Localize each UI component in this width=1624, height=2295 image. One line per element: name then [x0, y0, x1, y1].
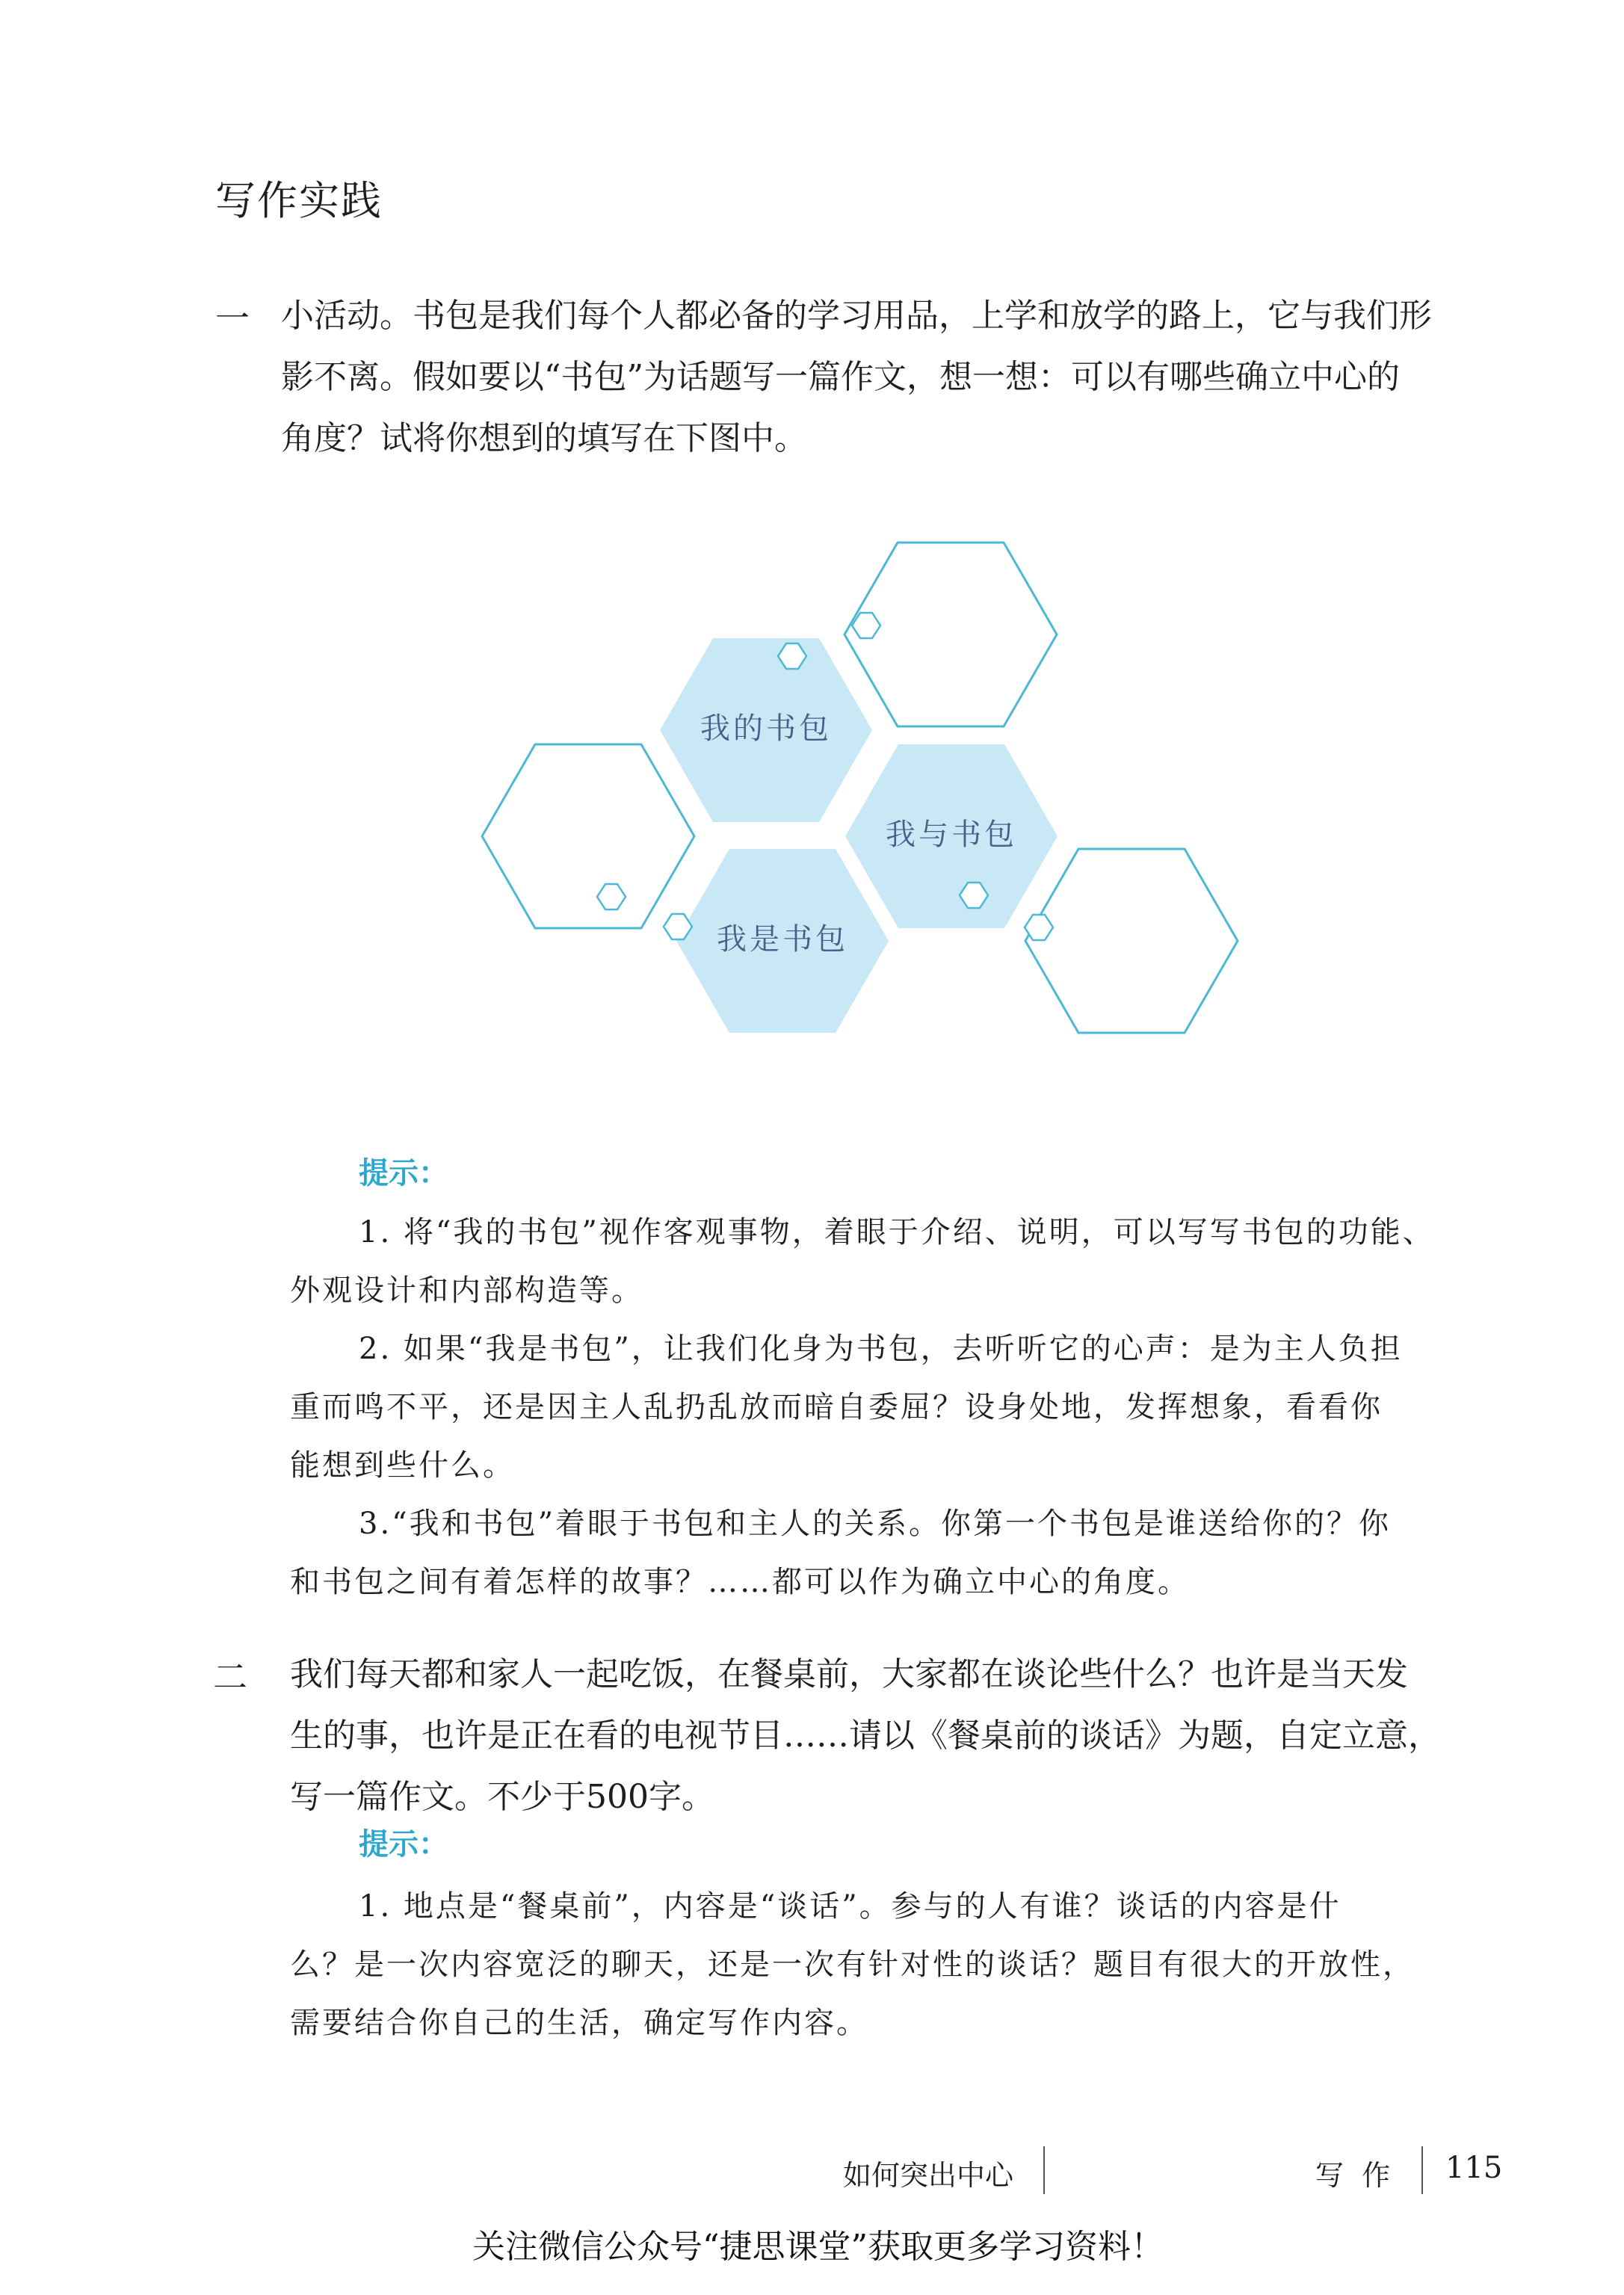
footer-note: 关注微信公众号“捷思课堂”获取更多学习资料！: [472, 2228, 1164, 2266]
page-number: 115: [1445, 2151, 1503, 2185]
hint-line: 能想到些什么。: [290, 1448, 515, 1483]
exercise-1-line: 角度？试将你想到的填写在下图中。: [281, 419, 807, 457]
hexagon-label-my-schoolbag: 我的书包: [700, 711, 832, 746]
hexagon-empty-right[interactable]: [1025, 849, 1238, 1033]
hint-line: 外观设计和内部构造等。: [290, 1273, 643, 1308]
exercise-2-number: 二: [213, 1657, 247, 1697]
exercise-2-line: 写一篇作文。不少于500字。: [290, 1778, 714, 1816]
hint-line: 需要结合你自己的生活，确定写作内容。: [290, 2006, 868, 2040]
exercise-1-line: 影不离。假如要以“书包”为话题写一篇作文，想一想：可以有哪些确立中心的: [281, 358, 1400, 396]
hint-line: 1. 地点是“餐桌前”，内容是“谈话”。参与的人有谁？谈话的内容是什: [359, 1889, 1342, 1924]
hexagon-diagram: [448, 516, 1241, 1069]
exercise-1-text: [281, 285, 1432, 469]
hint-line: 重而鸣不平，还是因主人乱扔乱放而暗自委屈？设身处地，发挥想象，看看你: [290, 1390, 1383, 1424]
footer-divider: [1043, 2146, 1045, 2194]
hint-label-2: 提示：: [359, 1827, 448, 1862]
hints-2: [290, 1877, 1501, 2052]
exercise-1-number: 一: [215, 298, 250, 339]
hexagon-empty-top[interactable]: [845, 543, 1057, 726]
exercise-2-text: [290, 1644, 1441, 1828]
exercise-1-line: 小活动。书包是我们每个人都必备的学习用品，上学和放学的路上，它与我们形: [281, 297, 1432, 335]
hint-line: 1. 将“我的书包”视作客观事物，着眼于介绍、说明，可以写写书包的功能、: [359, 1215, 1435, 1250]
footer-unit-title: 如何突出中心: [843, 2159, 1014, 2192]
exercise-2-line: 我们每天都和家人一起吃饭，在餐桌前，大家都在谈论些什么？也许是当天发: [290, 1655, 1408, 1693]
hint-label-1: 提示：: [359, 1156, 448, 1190]
hint-line: 2. 如果“我是书包”，让我们化身为书包，去听听它的心声：是为主人负担: [359, 1332, 1403, 1366]
footer-divider: [1421, 2146, 1423, 2194]
exercise-2-line: 生的事，也许是正在看的电视节目……请以《餐桌前的谈话》为题，自定立意，: [290, 1717, 1441, 1755]
section-title: 写作实践: [215, 177, 383, 224]
hint-line: 么？是一次内容宽泛的聊天，还是一次有针对性的谈话？题目有很大的开放性，: [290, 1947, 1415, 1982]
hexagon-empty-left[interactable]: [482, 744, 694, 928]
hints-1: [290, 1203, 1501, 1611]
hint-line: 3.“我和书包”着眼于书包和主人的关系。你第一个书包是谁送给你的？你: [359, 1507, 1392, 1541]
hint-line: 和书包之间有着怎样的故事？……都可以作为确立中心的角度。: [290, 1565, 1190, 1599]
footer-section: 写 作: [1315, 2159, 1395, 2192]
hexagon-label-me-and-schoolbag: 我与书包: [886, 818, 1017, 852]
hexagon-label-i-am-schoolbag: 我是书包: [717, 922, 848, 957]
